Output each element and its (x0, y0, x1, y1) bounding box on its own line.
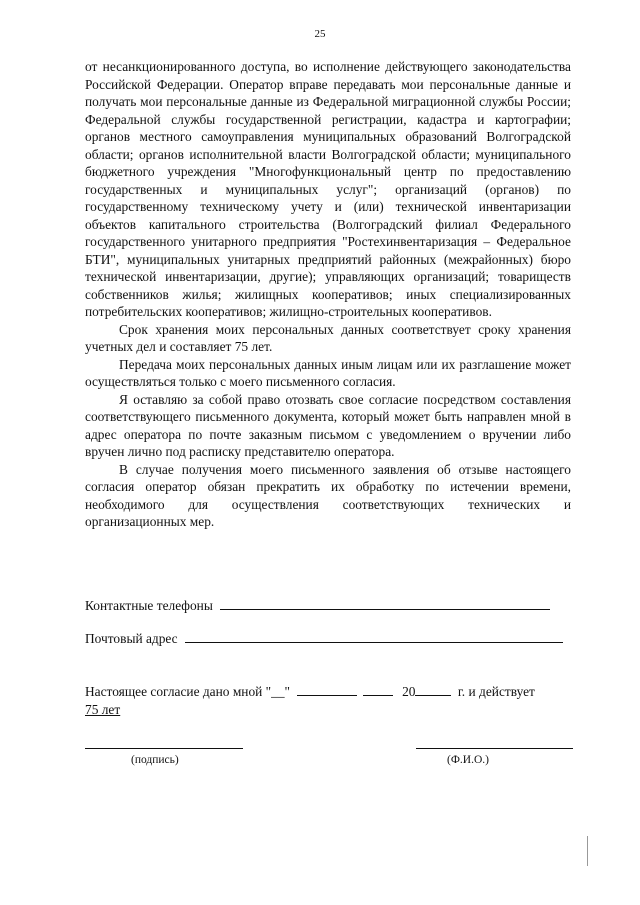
consent-duration: 75 лет (85, 702, 121, 717)
consent-given-mid: " (284, 684, 290, 699)
postal-address-label: Почтовый адрес (85, 631, 178, 646)
consent-month-field-extra[interactable] (363, 683, 393, 696)
postal-address-row (85, 630, 563, 647)
contact-phones-field[interactable] (220, 597, 550, 610)
paragraph-disclosure: Передача моих персональных данных иным лицам или их разглашение может осуществляться только с моего письменного согласия. (85, 356, 571, 389)
contact-phones-label: Контактные телефоны (85, 598, 213, 613)
consent-given-prefix: Настоящее согласие дано мной " (85, 684, 272, 699)
full-name-caption: (Ф.И.О.) (447, 754, 489, 766)
signature-line[interactable] (85, 747, 243, 749)
consent-month-field[interactable] (297, 683, 357, 696)
consent-day-field[interactable]: __ (271, 684, 285, 699)
page-number: 25 (314, 28, 326, 40)
paragraph-storage-term: Срок хранения моих персональных данных соответствует сроку хранения учетных дел и составляет 75 лет. (85, 321, 571, 354)
paragraph-revocation-effect: В случае получения моего письменного заявления об отзыве настоящего согласия оператор обязан прекратить их обработку по истечении времени, необходимого для осуществления соответствующих технических и организационных мер. (85, 461, 571, 529)
consent-body (85, 58, 571, 531)
full-name-line[interactable] (416, 747, 573, 749)
paragraph-data-transfer: от несанкционированного доступа, во исполнение действующего законодательства Российской Федерации. Оператор вправе передавать мои персональные данные и получать мои персональные данные из Федеральной миграционной службы России; Федеральной службы государственной регистрации, кадастра и картографии; органов местного самоуправления муниципальных образований Волгоградской области; органов исполнительной власти Волгоградской области; муниципального бюджетного учреждения "Многофункциональный центр по предоставлению государственных и муниципальных услуг"; организаций (органов) по государственному техническому учету и (или) технической инвентаризации объектов капитального строительства (Волгоградский филиал Федерального государственного унитарного предприятия "Ростехинвентаризация – Федеральное БТИ", муниципальных унитарных предприятий районных (межрайонных) бюро технической инвентаризации, другие); управляющих организаций; товариществ собственников жилья; жилищных кооперативов; иных специализированных потребительских кооперативов; жилищно-строительных кооперативов. (85, 59, 571, 319)
contact-phones-row (85, 597, 550, 614)
consent-year-prefix: 20 (402, 684, 416, 699)
consent-year-field[interactable] (415, 683, 451, 696)
paragraph-revocation-right: Я оставляю за собой право отозвать свое согласие посредством составления соответствующего письменного документа, который может быть направлен мной в адрес оператора по почте заказным письмом с уведомлением о вручении либо вручен лично под расписку представителю оператора. (85, 391, 571, 459)
consent-date-row (85, 683, 535, 700)
scan-edge-mark (587, 836, 588, 866)
consent-given-suffix: г. и действует (457, 684, 535, 699)
signature-caption: (подпись) (131, 754, 179, 766)
postal-address-field[interactable] (185, 630, 563, 643)
